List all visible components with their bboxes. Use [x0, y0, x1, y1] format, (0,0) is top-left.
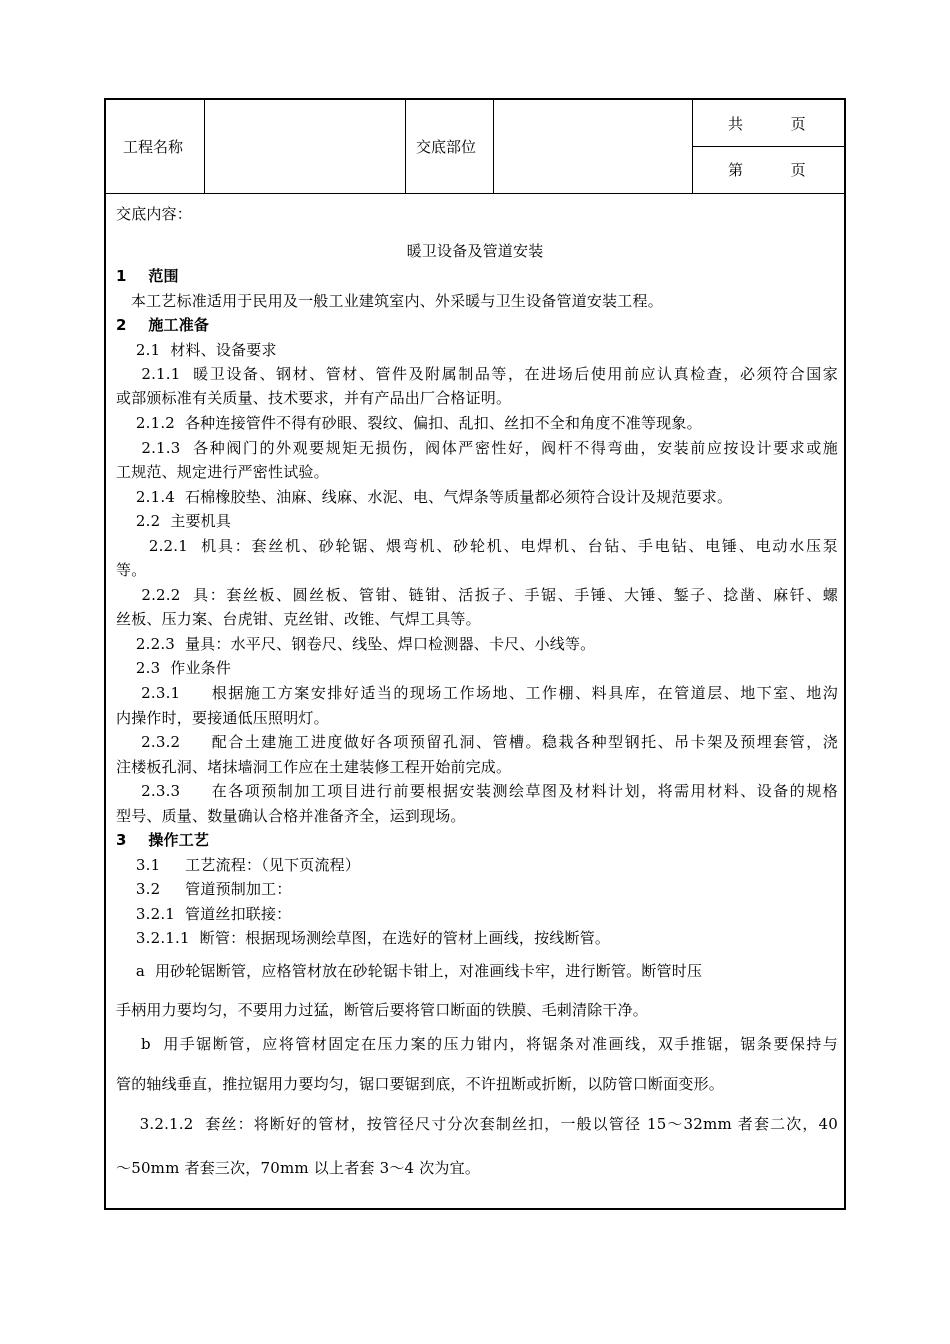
paragraph-line: 3.2.1.1 断管：根据现场测绘草图，在选好的管材上画线，按线断管。 [116, 929, 611, 947]
paragraph-line: 丝板、压力案、台虎钳、克丝钳、改锥、气焊工具等。 [116, 610, 481, 628]
paragraph-line: 3.2.1.2 套丝：将断好的管材，按管径尺寸分次套制丝扣，一般以管径 15～32mm 者套二次，40 [116, 1115, 838, 1133]
location-label: 交底部位 [416, 138, 477, 156]
paragraph-line: 3.2 管道预制加工： [116, 880, 292, 898]
paragraph-line: 型号、质量、数量确认合格并准备齐全，运到现场。 [116, 807, 466, 825]
paragraph-line: 2.2 主要机具 [116, 512, 232, 530]
paragraph-line: a 用砂轮锯断管，应格管材放在砂轮锯卡钳上，对准画线卡牢，进行断管。断管时压 [116, 962, 703, 980]
paragraph-line: ～50mm 者套三次，70mm 以上者套 3～4 次为宜。 [116, 1159, 481, 1177]
paragraph-line: 2.1.2 各种连接管件不得有砂眼、裂纹、偏扣、乱扣、丝扣不全和角度不准等现象。 [116, 414, 702, 432]
total-pages-label: 共 页 [728, 115, 806, 133]
paragraph-line: 本工艺标准适用于民用及一般工业建筑室内、外采暖与卫生设备管道安装工程。 [116, 292, 663, 310]
paragraph-line: 3.1 工艺流程：（见下页流程） [116, 856, 361, 874]
paragraph-line: 2.2.3 量具：水平尺、钢卷尺、线坠、焊口检测器、卡尺、小线等。 [116, 635, 596, 653]
paragraph-line: b 用手锯断管，应将管材固定在压力案的压力钳内，将锯条对准画线，双手推锯，锯条要保持与 [116, 1035, 838, 1053]
document-title: 暖卫设备及管道安装 [406, 242, 544, 260]
paragraph-line: 手柄用力要均匀，不要用力过猛，断管后要将管口断面的铁膜、毛刺清除干净。 [116, 1001, 649, 1019]
paragraph-line: 2.1.3 各种阀门的外观要规矩无损伤，阀体严密性好，阀杆不得弯曲，安装前应按设计要求或施 [116, 439, 838, 457]
section-heading: 2 施工准备 [116, 316, 210, 334]
disclosure-form [104, 98, 846, 1210]
section-heading: 3 操作工艺 [116, 831, 210, 849]
divider [204, 100, 205, 193]
paragraph-line: 2.3.1 根据施工方案安排好适当的现场工作场地、工作棚、料具库，在管道层、地下室、地沟 [116, 684, 838, 702]
paragraph-line: 3.2.1 管道丝扣联接： [116, 905, 292, 923]
divider [493, 100, 494, 193]
paragraph-line: 2.2.2 具：套丝板、圆丝板、管钳、链钳、活扳子、手锯、手锤、大锤、錾子、捻凿、麻钎、螺 [116, 586, 838, 604]
paragraph-line: 2.3.3 在各项预制加工项目进行前要根据安装测绘草图及材料计划，将需用材料、设备的规格 [116, 782, 838, 800]
paragraph-line: 2.3.2 配合土建施工进度做好各项预留孔洞、管槽。稳栽各种型钢托、吊卡架及预埋套管，浇 [116, 733, 838, 751]
paragraph-line: 2.3 作业条件 [116, 659, 232, 677]
paragraph-line: 管的轴线垂直，推拉锯用力要均匀，锯口要锯到底，不许扭断或折断，以防管口断面变形。 [116, 1075, 725, 1093]
paragraph-line: 等。 [116, 561, 147, 579]
paragraph-line: 2.1.1 暖卫设备、钢材、管材、管件及附属制品等，在进场后使用前应认真检查，必须符合国家 [116, 365, 838, 383]
intro-label: 交底内容： [116, 205, 193, 223]
paragraph-line: 或部颁标准有关质量、技术要求，并有产品出厂合格证明。 [116, 389, 512, 407]
section-heading: 1 范围 [116, 267, 179, 285]
divider [692, 146, 844, 147]
paragraph-line: 工规范、规定进行严密性试验。 [116, 463, 329, 481]
divider [405, 100, 406, 193]
paragraph-line: 2.2.1 机具：套丝机、砂轮锯、煨弯机、砂轮机、电焊机、台钻、手电钻、电锤、电动水压泵 [116, 537, 838, 555]
paragraph-line: 2.1.4 石棉橡胶垫、油麻、线麻、水泥、电、气焊条等质量都必须符合设计及规范要求。 [116, 488, 733, 506]
page-number-label: 第 页 [728, 161, 806, 179]
paragraph-line: 2.1 材料、设备要求 [116, 341, 277, 359]
project-name-label: 工程名称 [123, 138, 184, 156]
paragraph-line: 内操作时，要接通低压照明灯。 [116, 709, 329, 727]
form-header [106, 100, 844, 194]
paragraph-line: 注楼板孔洞、堵抹墙洞工作应在土建装修工程开始前完成。 [116, 758, 512, 776]
